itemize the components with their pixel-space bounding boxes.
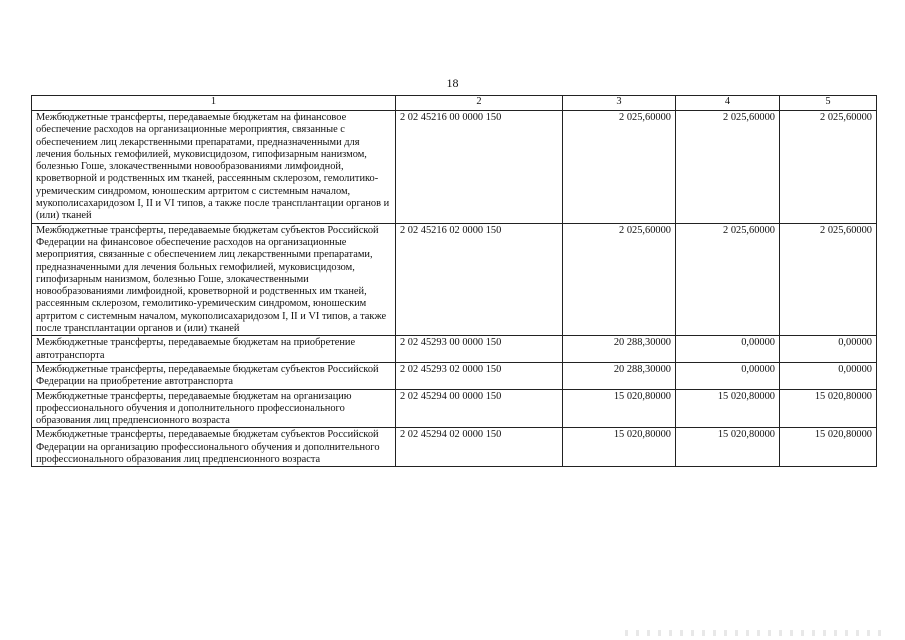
table-row <box>32 336 877 363</box>
amount-col3: 20 288,30000 <box>563 362 676 389</box>
amount-col4: 2 025,60000 <box>676 223 780 336</box>
amount-col4: 0,00000 <box>676 362 780 389</box>
amount-col5: 2 025,60000 <box>780 111 877 224</box>
table-header-row <box>32 96 877 111</box>
amount-col4: 15 020,80000 <box>676 389 780 428</box>
row-description: Межбюджетные трансферты, передаваемые бюджетам субъектов Российской Федерации на организацию профессионального обучения и дополнительного профессионального образования лиц предпенсионного возраста <box>32 428 396 467</box>
column-header: 5 <box>780 96 877 111</box>
table-row <box>32 389 877 428</box>
amount-col5: 0,00000 <box>780 362 877 389</box>
column-header: 2 <box>396 96 563 111</box>
budget-code: 2 02 45294 00 0000 150 <box>396 389 563 428</box>
amount-col3: 20 288,30000 <box>563 336 676 363</box>
table-row <box>32 111 877 224</box>
row-description: Межбюджетные трансферты, передаваемые бюджетам на приобретение автотранспорта <box>32 336 396 363</box>
budget-code: 2 02 45216 02 0000 150 <box>396 223 563 336</box>
budget-code: 2 02 45294 02 0000 150 <box>396 428 563 467</box>
column-header: 4 <box>676 96 780 111</box>
amount-col5: 15 020,80000 <box>780 389 877 428</box>
column-header: 1 <box>32 96 396 111</box>
amount-col5: 0,00000 <box>780 336 877 363</box>
column-header: 3 <box>563 96 676 111</box>
amount-col3: 2 025,60000 <box>563 223 676 336</box>
row-description: Межбюджетные трансферты, передаваемые бюджетам субъектов Российской Федерации на финансовое обеспечение расходов на организационные мероприятия, связанные с обеспечением лиц лекарственными препаратами, предназначенными для лечения больных гемофилией, муковисцидозом, гипофизарным нанизмом, болезнью Гоше, злокачественными новообразованиями лимфоидной, кроветворной и родственных им тканей, рассеянным склерозом, гемолитико-уремическим синдромом, юношеским артритом с системным началом, мукополисахаридозом I, II и VI типов, а также после трансплантации органов и (или) тканей <box>32 223 396 336</box>
page-number: 18 <box>446 76 459 90</box>
amount-col5: 2 025,60000 <box>780 223 877 336</box>
budget-code: 2 02 45293 02 0000 150 <box>396 362 563 389</box>
row-description: Межбюджетные трансферты, передаваемые бюджетам на финансовое обеспечение расходов на организационные мероприятия, связанные с обеспечением лиц лекарственными препаратами, предназначенными для лечения больных гемофилией, муковисцидозом, гипофизарным нанизмом, болезнью Гоше, злокачественными новообразованиями лимфоидной, кроветворной и родственных им тканей, рассеянным склерозом, гемолитико-уремическим синдромом, юношеским артритом с системным началом, мукополисахаридозом I, II и VI типов, а также после трансплантации органов и (или) тканей <box>32 111 396 224</box>
amount-col5: 15 020,80000 <box>780 428 877 467</box>
row-description: Межбюджетные трансферты, передаваемые бюджетам субъектов Российской Федерации на приобретение автотранспорта <box>32 362 396 389</box>
table-row <box>32 362 877 389</box>
amount-col3: 15 020,80000 <box>563 428 676 467</box>
scan-artifact-marks <box>625 630 885 636</box>
budget-code: 2 02 45293 00 0000 150 <box>396 336 563 363</box>
amount-col4: 15 020,80000 <box>676 428 780 467</box>
budget-table <box>31 95 877 467</box>
table-row <box>32 428 877 467</box>
budget-code: 2 02 45216 00 0000 150 <box>396 111 563 224</box>
amount-col3: 15 020,80000 <box>563 389 676 428</box>
table-row <box>32 223 877 336</box>
row-description: Межбюджетные трансферты, передаваемые бюджетам на организацию профессионального обучения и дополнительного профессионального образования лиц предпенсионного возраста <box>32 389 396 428</box>
amount-col4: 0,00000 <box>676 336 780 363</box>
amount-col4: 2 025,60000 <box>676 111 780 224</box>
amount-col3: 2 025,60000 <box>563 111 676 224</box>
